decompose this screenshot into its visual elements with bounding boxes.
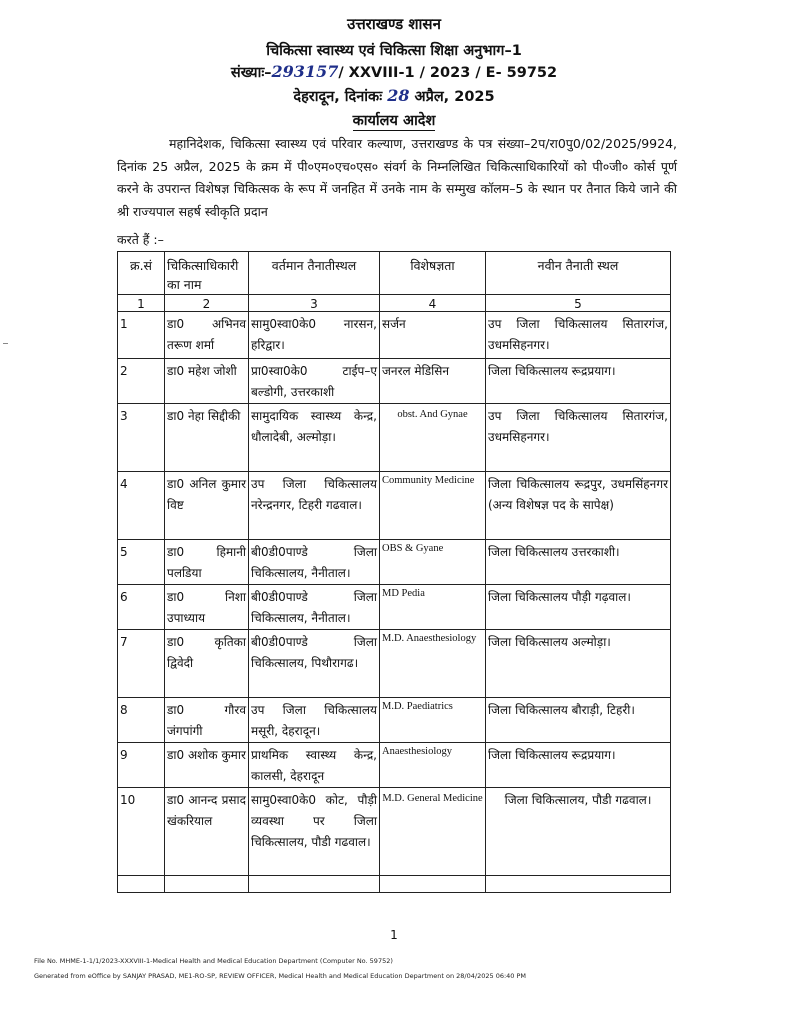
- table-row: [118, 698, 671, 743]
- cell-serial: 4: [118, 472, 165, 540]
- footer-generated-by: Generated from eOffice by SANJAY PRASAD, ME1-RO-SP, REVIEW OFFICER, Medical Health and Medical Education Department on 28/04/2025 06:40 PM: [34, 972, 527, 980]
- cell-new-posting: जिला चिकित्सालय रूद्रप्रयाग।: [486, 359, 671, 404]
- table-continuation-cell: [165, 876, 249, 893]
- cell-speciality: OBS & Gyane: [380, 540, 486, 585]
- cell-current-posting: सामु0स्वा0के0 नारसन, हरिद्वार।: [249, 312, 380, 359]
- cell-new-posting: जिला चिकित्सालय अल्मोड़ा।: [486, 630, 671, 698]
- header-officer-name: चिकित्साधिकारी का नाम: [165, 252, 249, 295]
- punch-mark: [3, 343, 8, 344]
- date-suffix: अप्रैल, 2025: [414, 89, 495, 105]
- cell-officer-name: डा0 आनन्द प्रसाद खंकरियाल: [165, 788, 249, 876]
- cell-new-posting: उप जिला चिकित्सालय सितारगंज, उधमसिहनगर।: [486, 404, 671, 472]
- table-row: [118, 404, 671, 472]
- cell-serial: 2: [118, 359, 165, 404]
- footer-file-number: File No. MHME-1-1/1/2023-XXXVIII-1-Medical Health and Medical Education Department (Computer No. 59752): [34, 957, 393, 965]
- order-body-paragraph: महानिदेशक, चिकित्सा स्वास्थ्य एवं परिवार कल्याण, उत्तराखण्ड के पत्र संख्या–2प/रा0पु0/02/2025/9924, दिनांक 25 अप्रैल, 2025 के क्रम में पी०एम०एच०एस० संवर्ग के निम्नलिखित चिकित्साधिकारियों को पी०जी० कोर्स पूर्ण करने के उपरान्त विशेषज्ञ चिकित्सक के रूप में जनहित में उनके नाम के सम्मुख कॉलम–5 के स्थान पर तैनात किये जाने की श्री राज्यपाल सहर्ष स्वीकृति प्रदान: [117, 136, 677, 219]
- table-continuation: [118, 876, 671, 893]
- table-row: [118, 312, 671, 359]
- table-header-row: [118, 252, 671, 295]
- cell-current-posting: उप जिला चिकित्सालय मसूरी, देहरादून।: [249, 698, 380, 743]
- cell-officer-name: डा0 कृतिका द्विवेदी: [165, 630, 249, 698]
- department-name: चिकित्सा स्वास्थ्य एवं चिकित्सा शिक्षा अनुभाग–1: [266, 43, 522, 59]
- cell-serial: 7: [118, 630, 165, 698]
- cell-speciality: MD Pedia: [380, 585, 486, 630]
- cell-current-posting: बी0डी0पाण्डे जिला चिकित्सालय, नैनीताल।: [249, 585, 380, 630]
- cell-officer-name: डा0 अभिनव तरूण शर्मा: [165, 312, 249, 359]
- cell-serial: 10: [118, 788, 165, 876]
- cell-serial: 3: [118, 404, 165, 472]
- table-row: [118, 359, 671, 404]
- reference-suffix: / XXVIII-1 / 2023 / E- 59752: [338, 65, 558, 81]
- cell-new-posting: उप जिला चिकित्सालय सितारगंज, उधमसिहनगर।: [486, 312, 671, 359]
- cell-serial: 5: [118, 540, 165, 585]
- column-number: 5: [486, 295, 671, 312]
- page-number: 1: [390, 928, 398, 942]
- table-continuation-cell: [486, 876, 671, 893]
- column-number: 1: [118, 295, 165, 312]
- cell-current-posting: उप जिला चिकित्सालय नरेन्द्रनगर, टिहरी गढवाल।: [249, 472, 380, 540]
- cell-officer-name: डा0 महेश जोशी: [165, 359, 249, 404]
- cell-officer-name: डा0 अशोक कुमार: [165, 743, 249, 788]
- cell-new-posting: जिला चिकित्सालय, पौडी गढवाल।: [486, 788, 671, 876]
- table-continuation-cell: [249, 876, 380, 893]
- posting-table: [117, 251, 671, 893]
- column-number: 3: [249, 295, 380, 312]
- cell-new-posting: जिला चिकित्सालय पौड़ी गढ़वाल।: [486, 585, 671, 630]
- cell-speciality: जनरल मेडिसिन: [380, 359, 486, 404]
- reference-number: [0, 62, 788, 82]
- cell-speciality: M.D. General Medicine: [380, 788, 486, 876]
- table-row: [118, 788, 671, 876]
- cell-speciality: M.D. Anaesthesiology: [380, 630, 486, 698]
- cell-speciality: Anaesthesiology: [380, 743, 486, 788]
- cell-speciality: सर्जन: [380, 312, 486, 359]
- cell-officer-name: डा0 नेहा सिद्दीकी: [165, 404, 249, 472]
- column-number: 4: [380, 295, 486, 312]
- order-title: [0, 110, 788, 130]
- cell-current-posting: बी0डी0पाण्डे जिला चिकित्सालय, पिथौरागढ।: [249, 630, 380, 698]
- cell-officer-name: डा0 निशा उपाध्याय: [165, 585, 249, 630]
- cell-serial: 1: [118, 312, 165, 359]
- government-name: उत्तराखण्ड शासन: [347, 15, 441, 33]
- header-serial: क्र.सं: [118, 252, 165, 295]
- cell-new-posting: जिला चिकित्सालय उत्तरकाशी।: [486, 540, 671, 585]
- header-speciality: विशेषज्ञता: [380, 252, 486, 295]
- cell-speciality: obst. And Gynae: [380, 404, 486, 472]
- cell-new-posting: जिला चिकित्सालय बौराड़ी, टिहरी।: [486, 698, 671, 743]
- cell-current-posting: प्रा0स्वा0के0 टाईप–ए बल्डोगी, उत्तरकाशी: [249, 359, 380, 404]
- cell-speciality: M.D. Paediatrics: [380, 698, 486, 743]
- column-number: 2: [165, 295, 249, 312]
- handwritten-date-day: 28: [387, 86, 410, 105]
- order-title-text: कार्यालय आदेश: [352, 113, 436, 129]
- cell-new-posting: जिला चिकित्सालय रूद्रपुर, उधमसिंहनगर (अन्य विशेषज्ञ पद के सापेक्ष): [486, 472, 671, 540]
- order-lead-in: करते हैं :–: [117, 232, 164, 247]
- cell-new-posting: जिला चिकित्सालय रूद्रप्रयाग।: [486, 743, 671, 788]
- cell-officer-name: डा0 गौरव जंगपांगी: [165, 698, 249, 743]
- table-row: [118, 472, 671, 540]
- table-row: [118, 630, 671, 698]
- table-continuation-cell: [380, 876, 486, 893]
- header-new-posting: नवीन तैनाती स्थल: [486, 252, 671, 295]
- cell-officer-name: डा0 हिमानी पलडिया: [165, 540, 249, 585]
- handwritten-reference-number: 293157: [271, 62, 339, 81]
- cell-speciality: Community Medicine: [380, 472, 486, 540]
- cell-serial: 9: [118, 743, 165, 788]
- table-row: [118, 743, 671, 788]
- cell-officer-name: डा0 अनिल कुमार विष्ट: [165, 472, 249, 540]
- table-continuation-cell: [118, 876, 165, 893]
- cell-serial: 6: [118, 585, 165, 630]
- reference-prefix: संख्याः–: [230, 65, 272, 81]
- header-current-posting: वर्तमान तैनातीस्थल: [249, 252, 380, 295]
- table-row: [118, 540, 671, 585]
- cell-current-posting: बी0डी0पाण्डे जिला चिकित्सालय, नैनीताल।: [249, 540, 380, 585]
- table-column-number-row: [118, 295, 671, 312]
- issue-date: [0, 86, 788, 106]
- cell-serial: 8: [118, 698, 165, 743]
- table-row: [118, 585, 671, 630]
- cell-current-posting: सामुदायिक स्वास्थ्य केन्द्र, धौलादेबी, अल्मोड़ा।: [249, 404, 380, 472]
- cell-current-posting: सामु0स्वा0के0 कोट, पौड़ी व्यवस्था पर जिला चिकित्सालय, पौडी गढवाल।: [249, 788, 380, 876]
- date-prefix: देहरादून, दिनांकः: [293, 89, 383, 105]
- cell-current-posting: प्राथमिक स्वास्थ्य केन्द्र, कालसी, देहरादून: [249, 743, 380, 788]
